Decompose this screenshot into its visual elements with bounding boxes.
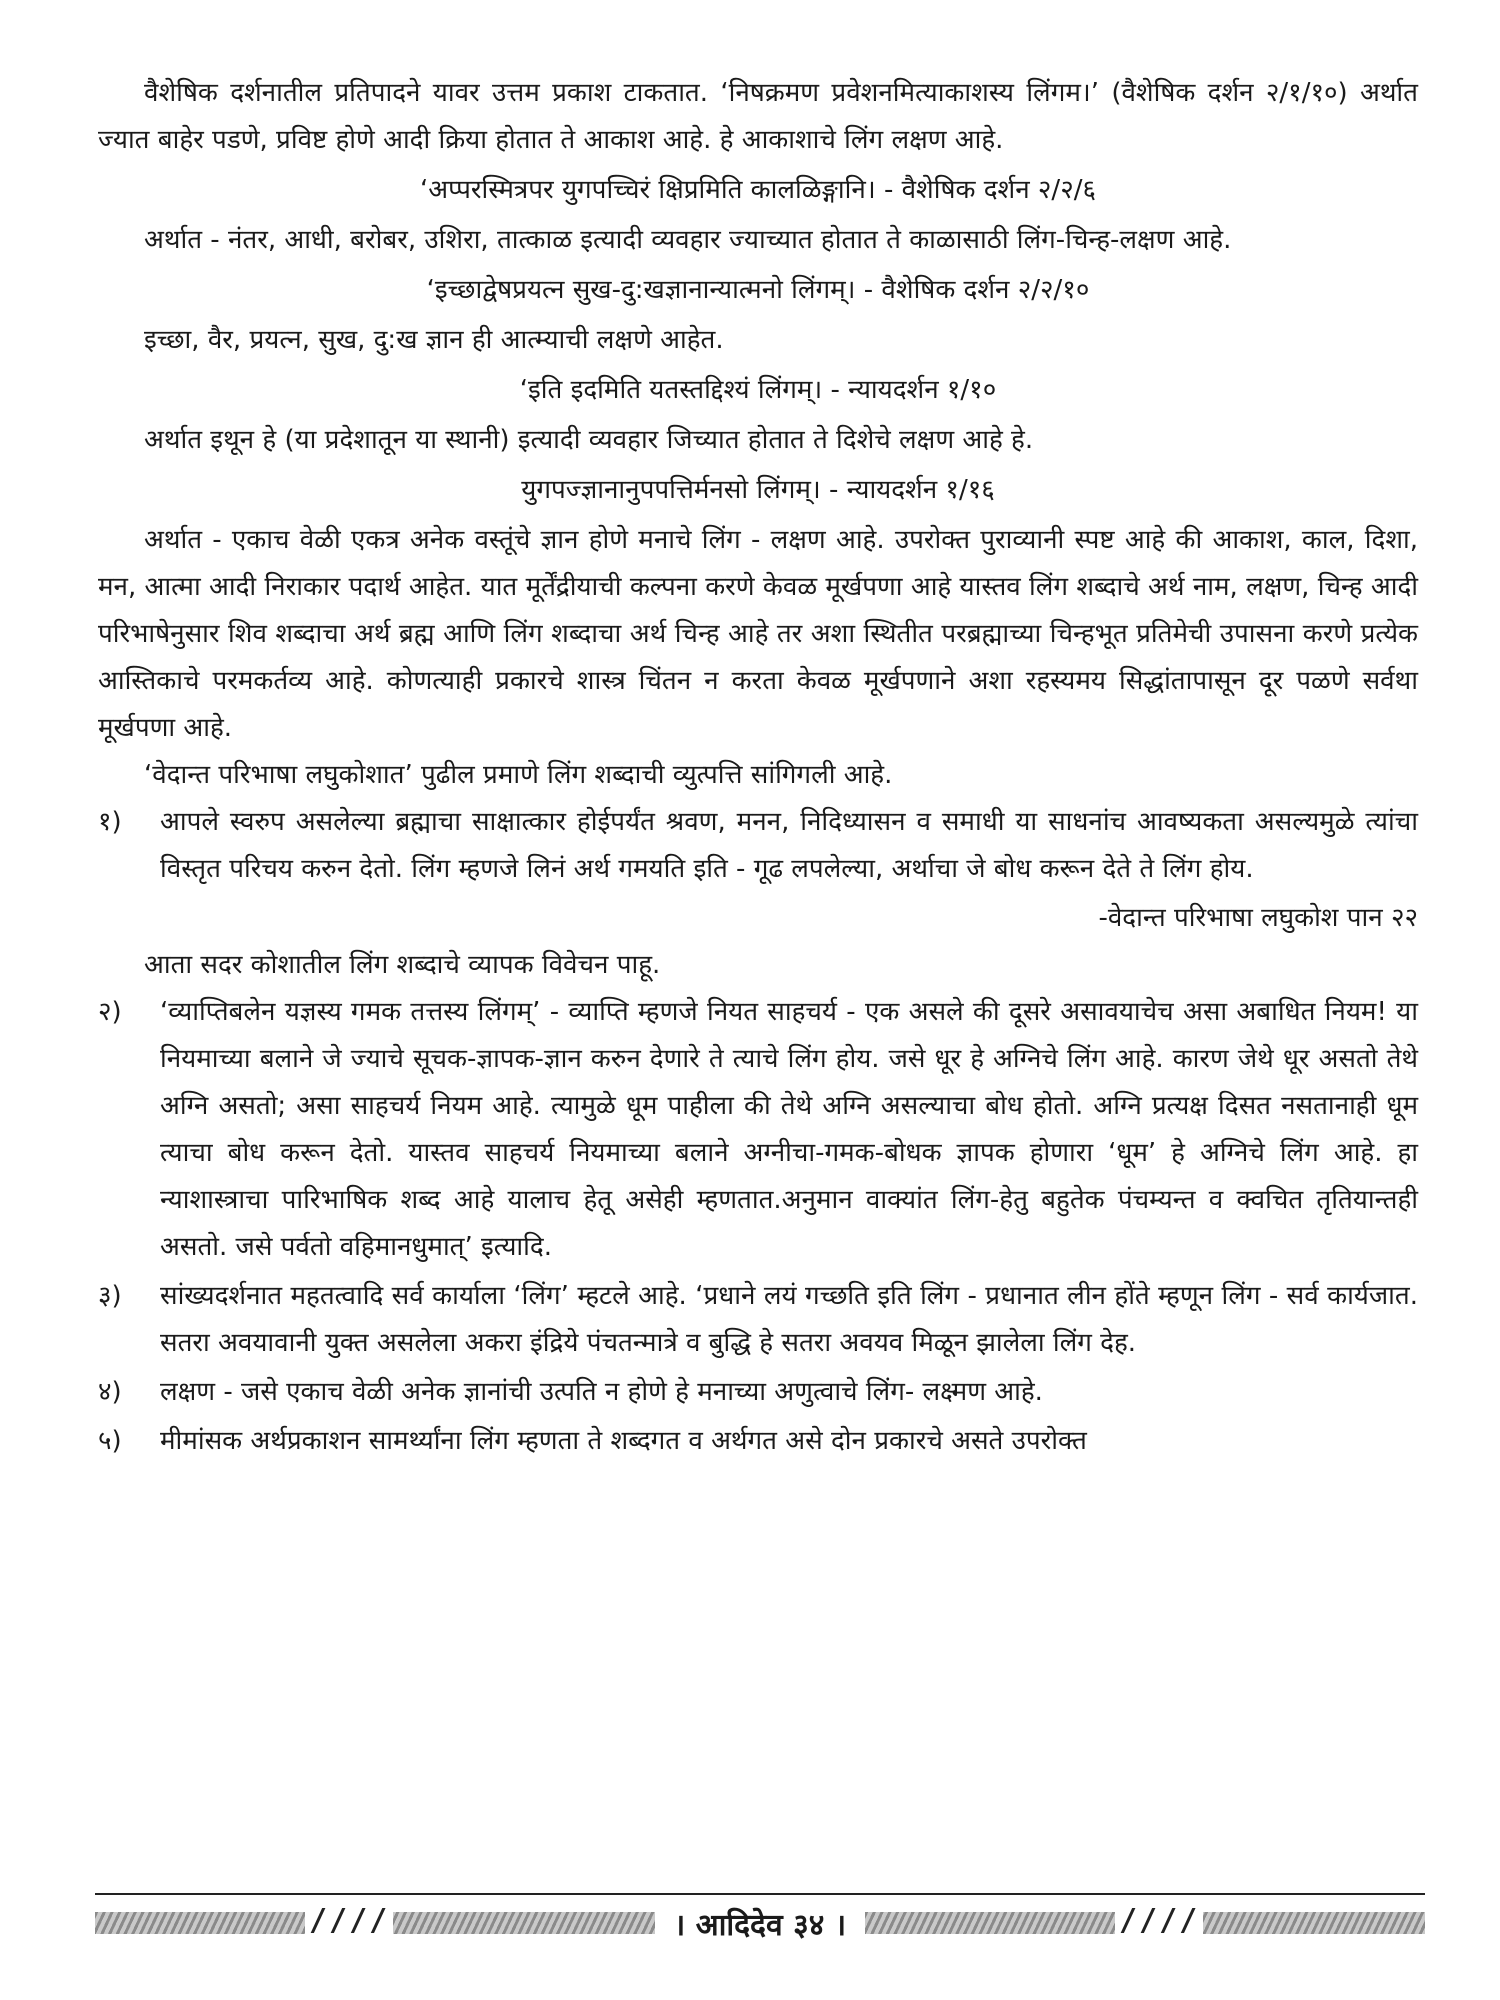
page-footer-title: । आदिदेव ३४ । <box>673 1907 847 1943</box>
paragraph: अर्थात इथून हे (या प्रदेशातून या स्थानी) इत्यादी व्यवहार जिच्यात होतात ते दिशेचे लक्षण आहे हे. <box>144 425 1034 455</box>
list-text: आपले स्वरुप असलेल्या ब्रह्माचा साक्षात्कार होईपर्यंत श्रवण, मनन, निदिध्यासन व समाधी या साधनांच आवष्यकता असल्यमुळे त्यांचा विस्तृत परिचय करुन देतो. लिंग म्हणजे लिनं अर्थ गमयति इति - गूढ लपलेल्या, अर्थाचा जे बोध करून देते ते लिंग होय. <box>160 807 1418 884</box>
list-item <box>98 799 1418 893</box>
list-text: ‘व्याप्तिबलेन यज्ञस्य गमक तत्तस्य लिंगम्’ - व्याप्ति म्हणजे नियत साहचर्य - एक असले की दूसरे असावयाचेच असा अबाधित नियम! या नियमाच्या बलाने जे ज्याचे सूचक-ज्ञापक-ज्ञान करुन देणारे ते त्याचे लिंग होय. जसे धूर हे अग्निचे लिंग आहे. कारण जेथे धूर असतो तेथे अग्नि असतो; असा साहचर्य नियम आहे. त्यामुळे धूम पाहीला की तेथे अग्नि असल्याचा बोध होतो. अग्नि प्रत्यक्ष दिसत नसतानाही धूम त्याचा बोध करून देतो. यास्तव साहचर्य नियमाच्या बलाने अग्नीचा-गमक-बोधक ज्ञापक होणारा ‘धूम’ हे अग्निचे लिंग आहे. हा न्याशास्त्राचा पारिभाषिक शब्द आहे यालाच हेतू असेही म्हणतात.अनुमान वाक्यांत लिंग-हेतु बहुतेक पंचम्यन्त व क्वचित तृतियान्तही असतो. जसे पर्वतो वहिमानधुमात्’ इत्यादि. <box>160 997 1418 1262</box>
footer-pattern-right <box>865 1903 1425 1938</box>
sanskrit-quote: ‘इच्छाद्वेषप्रयत्न सुख-दु:खज्ञानान्यात्मनो लिंगम्। - वैशेषिक दर्शन २/२/१० <box>426 275 1090 305</box>
sanskrit-quote: ‘इति इदमिति यतस्तद्दिश्यं लिंगम्। - न्यायदर्शन १/१० <box>519 375 997 405</box>
list-text: लक्षण - जसे एकाच वेळी अनेक ज्ञानांची उत्पति न होणे हे मनाच्या अणुत्वाचे लिंग- लक्ष्मण आहे. <box>160 1377 1043 1407</box>
paragraph: आता सदर कोशातील लिंग शब्दाचे व्यापक विवेचन पाहू. <box>144 950 661 980</box>
list-number: ५) <box>98 1426 122 1456</box>
list-item <box>98 1369 1418 1416</box>
list-text: मीमांसक अर्थप्रकाशन सामर्थ्यांना लिंग म्हणता ते शब्दगत व अर्थगत असे दोन प्रकारचे असते उपरोक्त <box>160 1426 1087 1456</box>
slashes-decoration: //// <box>305 1904 393 1938</box>
list-item <box>98 989 1418 1271</box>
list-item <box>98 1418 1418 1465</box>
paragraph: इच्छा, वैर, प्रयत्न, सुख, दु:ख ज्ञान ही आत्म्याची लक्षणे आहेत. <box>144 325 724 355</box>
sanskrit-quote: ‘अप्परस्मित्रपर युगपच्चिरं क्षिप्रमिति कालळिङ्गानि। - वैशेषिक दर्शन २/२/६ <box>420 175 1096 205</box>
sanskrit-quote: युगपज्ज्ञानानुपपत्तिर्मनसो लिंगम्। - न्यायदर्शन १/१६ <box>521 475 995 505</box>
source-citation: -वेदान्त परिभाषा लघुकोश पान २२ <box>1098 903 1418 933</box>
paragraph: ‘वेदान्त परिभाषा लघुकोशात’ पुढील प्रमाणे लिंग शब्दाची व्युत्पत्ति सांगिगली आहे. <box>144 760 893 790</box>
footer-pattern-left <box>95 1903 655 1938</box>
footer <box>95 1903 1425 1943</box>
list-number: ३) <box>98 1281 122 1311</box>
slashes-decoration: //// <box>1115 1904 1203 1938</box>
list-text: सांख्यदर्शनात महतत्वादि सर्व कार्याला ‘लिंग’ म्हटले आहे. ‘प्रधाने लयं गच्छति इति लिंग - प्रधानात लीन होंते म्हणून लिंग - सर्व कार्यजात. सतरा अवयावानी युक्त असलेला अकरा इंद्रिये पंचतन्मात्रे व बुद्धि हे सतरा अवयव मिळून झालेला लिंग देह. <box>160 1281 1418 1358</box>
paragraph: अर्थात - नंतर, आधी, बरोबर, उशिरा, तात्काळ इत्यादी व्यवहार ज्याच्यात होतात ते काळासाठी लिंग-चिन्ह-लक्षण आहे. <box>144 225 1232 255</box>
list-number: ४) <box>98 1377 122 1407</box>
paragraph: वैशेषिक दर्शनातील प्रतिपादने यावर उत्तम प्रकाश टाकतात. ‘निषक्रमण प्रवेशनमित्याकाशस्य लिंगम।’ (वैशेषिक दर्शन २/१/१०) अर्थात ज्यात बाहेर पडणे, प्रविष्ट होणे आदी क्रिया होतात ते आकाश आहे. हे आकाशाचे लिंग लक्षण आहे. <box>98 78 1418 155</box>
list-number: १) <box>98 807 122 837</box>
paragraph: अर्थात - एकाच वेळी एकत्र अनेक वस्तूंचे ज्ञान होणे मनाचे लिंग - लक्षण आहे. उपरोक्त पुराव्यानी स्पष्ट आहे की आकाश, काल, दिशा, मन, आत्मा आदी निराकार पदार्थ आहेत. यात मूर्तेंद्रीयाची कल्पना करणे केवळ मूर्खपणा आहे यास्तव लिंग शब्दाचे अर्थ नाम, लक्षण, चिन्ह आदी परिभाषेनुसार शिव शब्दाचा अर्थ ब्रह्म आणि लिंग शब्दाचा अर्थ चिन्ह आहे तर अशा स्थितीत परब्रह्माच्या चिन्हभूत प्रतिमेची उपासना करणे प्रत्येक आस्तिकाचे परमकर्तव्य आहे. कोणत्याही प्रकारचे शास्त्र चिंतन न करता केवळ मूर्खपणाने अशा रहस्यमय सिद्धांतापासून दूर पळणे सर्वथा मूर्खपणा आहे. <box>98 525 1418 743</box>
body-text <box>98 70 1418 1467</box>
list-number: २) <box>98 997 122 1027</box>
list-item <box>98 1273 1418 1367</box>
footer-divider <box>95 1893 1425 1895</box>
